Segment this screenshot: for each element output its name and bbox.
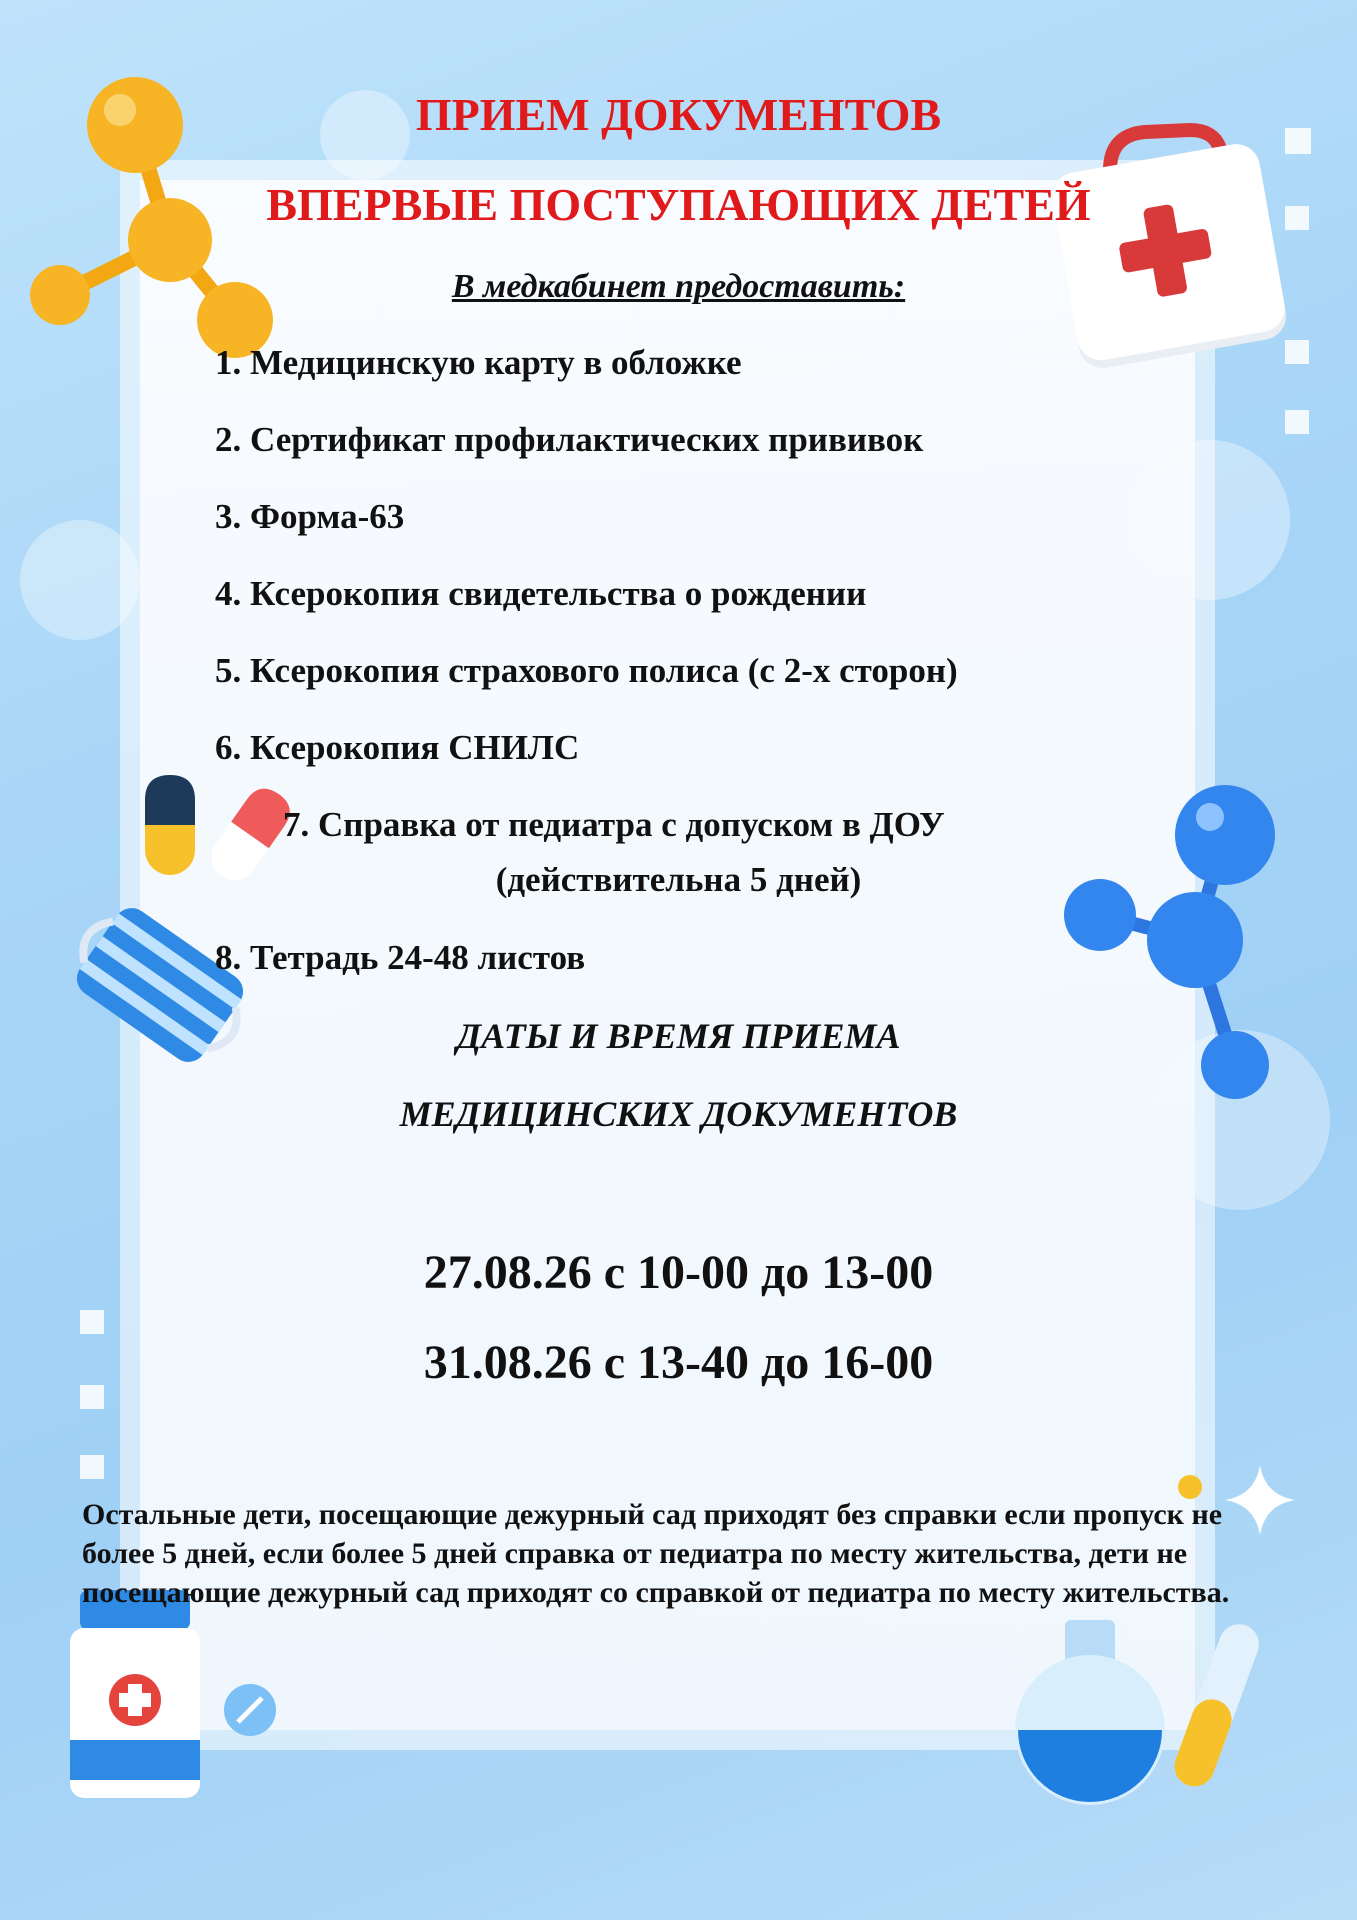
list-item: 2. Сертификат профилактических прививок: [215, 420, 924, 459]
additional-note: Остальные дети, посещающие дежурный сад приходят без справки если пропуск не более 5 дней, если более 5 дней справка от педиатра по месту жительства, дети не посещающие дежурный сад приходят со справкой от педиатра по месту жительства.: [82, 1498, 1230, 1609]
schedule-heading-2: МЕДИЦИНСКИХ ДОКУМЕНТОВ: [399, 1094, 958, 1134]
schedule-date: 27.08.26 с 10-00 до 13-00: [423, 1246, 934, 1299]
list-item: 8. Тетрадь 24-48 листов: [215, 938, 586, 977]
list-item: 3. Форма-63: [215, 497, 405, 536]
schedule-heading-1: ДАТЫ И ВРЕМЯ ПРИЕМА: [456, 1016, 901, 1056]
list-item: 5. Ксерокопия страхового полиса (с 2-х сторон): [215, 651, 958, 690]
title-line-2: ВПЕРВЫЕ ПОСТУПАЮЩИХ ДЕТЕЙ: [266, 179, 1091, 230]
list-item: 6. Ксерокопия СНИЛС: [215, 728, 580, 767]
list-item: 4. Ксерокопия свидетельства о рождении: [215, 574, 867, 613]
title-line-1: ПРИЕМ ДОКУМЕНТОВ: [415, 89, 942, 140]
schedule-date: 31.08.26 с 13-40 до 16-00: [423, 1336, 934, 1389]
list-item-note: (действительна 5 дней): [495, 860, 862, 899]
list-item: 1. Медицинскую карту в обложке: [215, 343, 742, 382]
list-item: 7. Справка от педиатра с допуском в ДОУ: [283, 805, 945, 844]
subtitle: В медкабинет предоставить:: [451, 268, 906, 305]
